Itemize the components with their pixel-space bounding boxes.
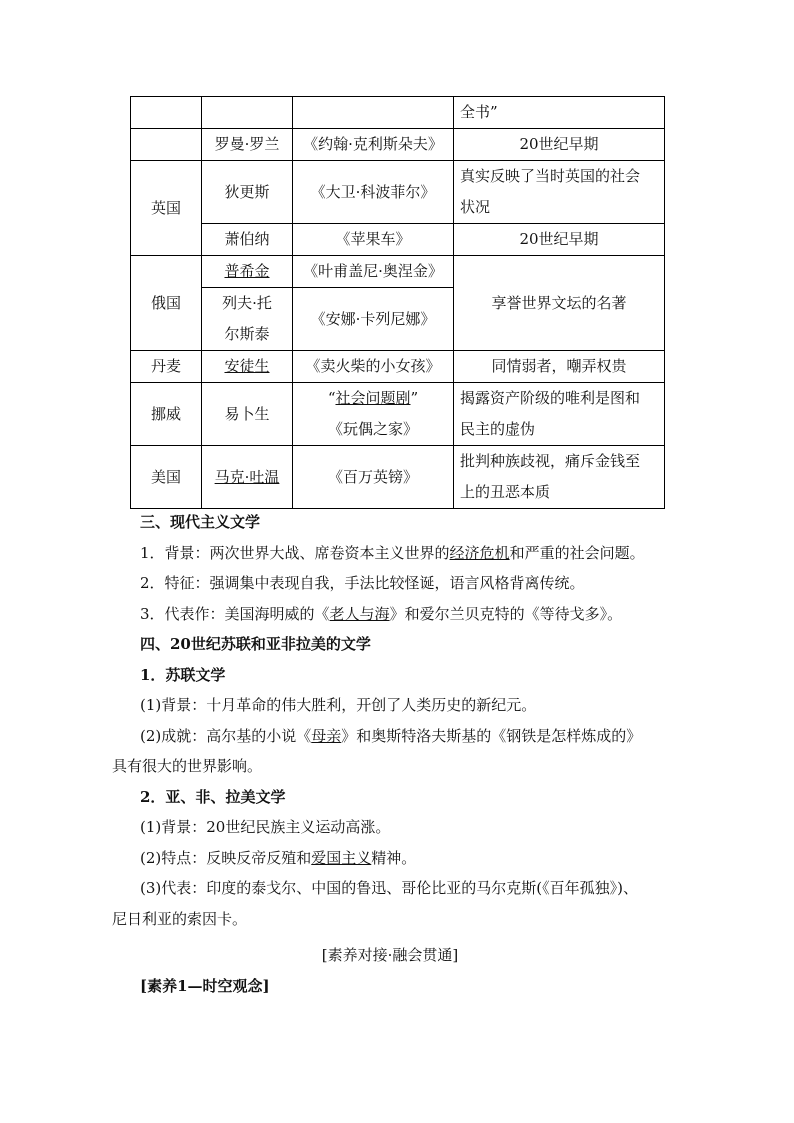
- section-label: [素养1—时空观念]: [140, 976, 270, 995]
- author-cell: 安徒生: [202, 351, 293, 383]
- country-cell: 挪威: [131, 383, 202, 446]
- paragraph: (1)背景：十月革命的伟大胜利，开创了人类历史的新纪元。: [140, 696, 537, 714]
- country-cell: 丹麦: [131, 351, 202, 383]
- table-row: [131, 256, 665, 288]
- table-row: [131, 97, 665, 129]
- paragraph: 1．背景：两次世界大战、席卷资本主义世界的经济危机和严重的社会问题。: [140, 543, 645, 562]
- paragraph: 3．代表作：美国海明威的《老人与海》和爱尔兰贝克特的《等待戈多》。: [140, 604, 623, 623]
- country-cell: 俄国: [131, 256, 202, 351]
- country-cell: 英国: [131, 161, 202, 256]
- work-cell: 《叶甫盖尼·奥涅金》: [293, 256, 454, 288]
- table-row: [131, 161, 665, 224]
- section-heading: 三、现代主义文学: [140, 513, 261, 531]
- work-cell: 《卖火柴的小女孩》: [293, 351, 454, 383]
- note-cell: 揭露资产阶级的唯利是图和 民主的虚伪: [454, 383, 665, 446]
- author-cell: 列夫·托 尔斯泰: [202, 288, 293, 351]
- table-row: [131, 224, 665, 256]
- country-cell: 美国: [131, 446, 202, 509]
- work-cell: 《百万英镑》: [293, 446, 454, 509]
- paragraph: (2)特点：反映反帝反殖和爱国主义精神。: [140, 848, 417, 867]
- paragraph: (2)成就：高尔基的小说《母亲》和奥斯特洛夫斯基的《钢铁是怎样炼成的》: [140, 726, 642, 745]
- author-cell: 萧伯纳: [202, 224, 293, 256]
- author-cell: 易卜生: [202, 383, 293, 446]
- table-row: [131, 351, 665, 383]
- section-heading: 四、20世纪苏联和亚非拉美的文学: [140, 635, 371, 653]
- note-cell: 同情弱者，嘲弄权贵: [454, 351, 665, 383]
- note-cell: 享誉世界文坛的名著: [454, 256, 665, 351]
- literature-table: [130, 96, 665, 509]
- note-cell: 20世纪早期: [454, 129, 665, 161]
- subsection-heading: 1．苏联文学: [140, 665, 226, 684]
- paragraph-continuation: 具有很大的世界影响。: [112, 757, 263, 775]
- paragraph: 2．特征：强调集中表现自我，手法比较怪诞，语言风格背离传统。: [140, 574, 585, 592]
- paragraph: (3)代表：印度的泰戈尔、中国的鲁迅、哥伦比亚的马尔克斯(《百年孤独》)、: [140, 879, 638, 897]
- table-cell: [293, 97, 454, 129]
- work-cell: “社会问题剧” 《玩偶之家》: [293, 383, 454, 446]
- body-text: [112, 507, 668, 1001]
- table-cell: [202, 97, 293, 129]
- table-cell: [131, 97, 202, 129]
- table-row: [131, 383, 665, 446]
- work-cell: 《约翰·克利斯朵夫》: [293, 129, 454, 161]
- work-cell: 《大卫·科波菲尔》: [293, 161, 454, 224]
- note-cell: 20世纪早期: [454, 224, 665, 256]
- author-cell: 罗曼·罗兰: [202, 129, 293, 161]
- paragraph-continuation: 尼日利亚的索因卡。: [112, 909, 248, 928]
- author-cell: 马克·吐温: [202, 446, 293, 509]
- author-cell: 狄更斯: [202, 161, 293, 224]
- table-cell: 全书”: [454, 97, 665, 129]
- table-cell: [131, 129, 202, 161]
- section-banner: [素养对接·融会贯通]: [321, 946, 459, 964]
- table-row: [131, 129, 665, 161]
- work-cell: 《安娜·卡列尼娜》: [293, 288, 454, 351]
- paragraph: (1)背景：20世纪民族主义运动高涨。: [140, 818, 391, 836]
- note-cell: 批判种族歧视，痛斥金钱至 上的丑恶本质: [454, 446, 665, 509]
- note-cell: 真实反映了当时英国的社会 状况: [454, 161, 665, 224]
- subsection-heading: 2．亚、非、拉美文学: [140, 787, 286, 806]
- work-cell: 《苹果车》: [293, 224, 454, 256]
- author-cell: 普希金: [202, 256, 293, 288]
- table-row: [131, 446, 665, 509]
